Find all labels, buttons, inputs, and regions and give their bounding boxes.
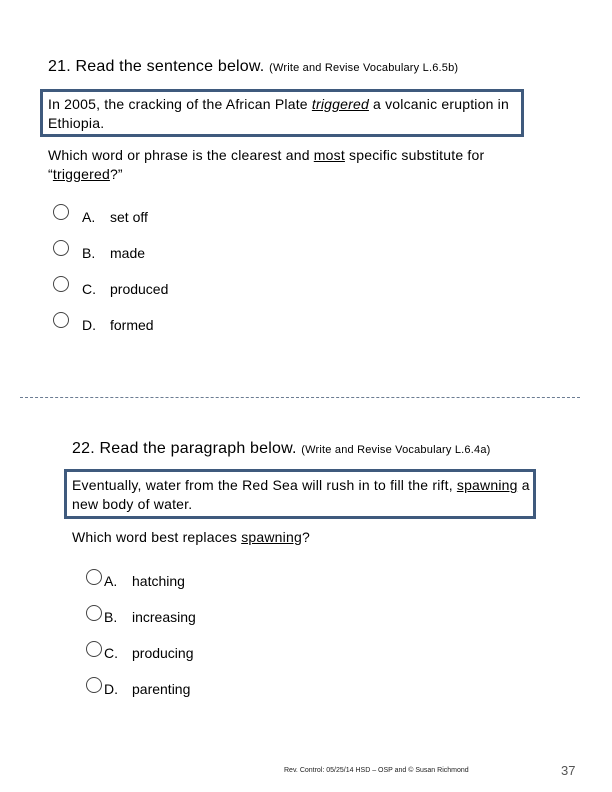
q22-option-c-radio[interactable] bbox=[86, 641, 102, 657]
q22-option-d-radio[interactable] bbox=[86, 677, 102, 693]
q21-option-b-letter: B. bbox=[82, 245, 96, 261]
q22-standard: (Write and Revise Vocabulary L.6.4a) bbox=[301, 444, 491, 456]
q21-option-a-letter: A. bbox=[82, 209, 96, 225]
q22-prompt-key-word: spawning bbox=[241, 529, 302, 545]
q21-prompt-key-most: most bbox=[313, 147, 345, 163]
q21-heading bbox=[48, 58, 458, 76]
page-number: 37 bbox=[561, 763, 576, 778]
q21-option-c[interactable] bbox=[82, 281, 168, 297]
q22-option-d[interactable] bbox=[104, 681, 190, 697]
q21-option-b-text: made bbox=[110, 245, 146, 261]
q21-option-d-letter: D. bbox=[82, 317, 96, 333]
q22-paragraph bbox=[72, 476, 530, 514]
q21-sentence-after: a volcanic eruption in Ethiopia. bbox=[48, 96, 509, 131]
q22-option-d-text: parenting bbox=[132, 681, 191, 697]
q22-option-b-text: increasing bbox=[132, 609, 196, 625]
q22-option-b-letter: B. bbox=[104, 609, 118, 625]
section-divider bbox=[20, 397, 580, 398]
q21-standard: (Write and Revise Vocabulary L.6.5b) bbox=[269, 62, 459, 74]
q21-option-d[interactable] bbox=[82, 317, 154, 333]
q21-prompt-middle: specific substitute for “ bbox=[48, 147, 485, 182]
q22-paragraph-before: Eventually, water from the Red Sea will rush in to fill the rift, bbox=[72, 477, 453, 493]
q22-option-a[interactable] bbox=[104, 573, 185, 589]
q22-option-a-text: hatching bbox=[132, 573, 185, 589]
q22-option-a-radio[interactable] bbox=[86, 569, 102, 585]
q22-paragraph-after: a new body of water. bbox=[72, 477, 530, 512]
q22-paragraph-key-word: spawning bbox=[456, 477, 518, 493]
q21-option-d-radio[interactable] bbox=[53, 312, 69, 328]
q22-option-a-letter: A. bbox=[104, 573, 118, 589]
q22-option-c[interactable] bbox=[104, 645, 194, 661]
q21-option-c-letter: C. bbox=[82, 281, 96, 297]
q22-heading-text: 22. Read the paragraph below. bbox=[72, 440, 297, 457]
q22-option-c-letter: C. bbox=[104, 645, 118, 661]
q21-sentence bbox=[48, 95, 518, 133]
footer-revision: Rev. Control: 05/25/14 HSD – OSP and © Susan Richmond bbox=[284, 767, 469, 774]
q21-option-a[interactable] bbox=[82, 209, 148, 225]
q21-sentence-key-word: triggered bbox=[311, 96, 369, 112]
q21-prompt-after: ?” bbox=[109, 166, 123, 182]
q21-prompt-before: Which word or phrase is the clearest and bbox=[48, 147, 310, 163]
q21-prompt-key-triggered: triggered bbox=[52, 166, 110, 182]
q21-sentence-before: In 2005, the cracking of the African Plate bbox=[48, 96, 308, 112]
q22-option-c-text: producing bbox=[132, 645, 194, 661]
q21-option-a-text: set off bbox=[110, 209, 148, 225]
q22-prompt-before: Which word best replaces bbox=[72, 529, 238, 545]
q21-option-c-text: produced bbox=[110, 281, 169, 297]
q22-option-b[interactable] bbox=[104, 609, 196, 625]
q21-heading-text: 21. Read the sentence below. bbox=[48, 58, 265, 75]
q21-option-b[interactable] bbox=[82, 245, 145, 261]
q22-heading bbox=[72, 440, 491, 458]
q22-prompt bbox=[72, 528, 532, 547]
q22-prompt-after: ? bbox=[301, 529, 310, 545]
q21-option-a-radio[interactable] bbox=[53, 204, 69, 220]
q21-prompt bbox=[48, 146, 538, 184]
q22-option-b-radio[interactable] bbox=[86, 605, 102, 621]
q21-option-d-text: formed bbox=[110, 317, 154, 333]
q21-option-b-radio[interactable] bbox=[53, 240, 69, 256]
q22-option-d-letter: D. bbox=[104, 681, 118, 697]
q21-option-c-radio[interactable] bbox=[53, 276, 69, 292]
